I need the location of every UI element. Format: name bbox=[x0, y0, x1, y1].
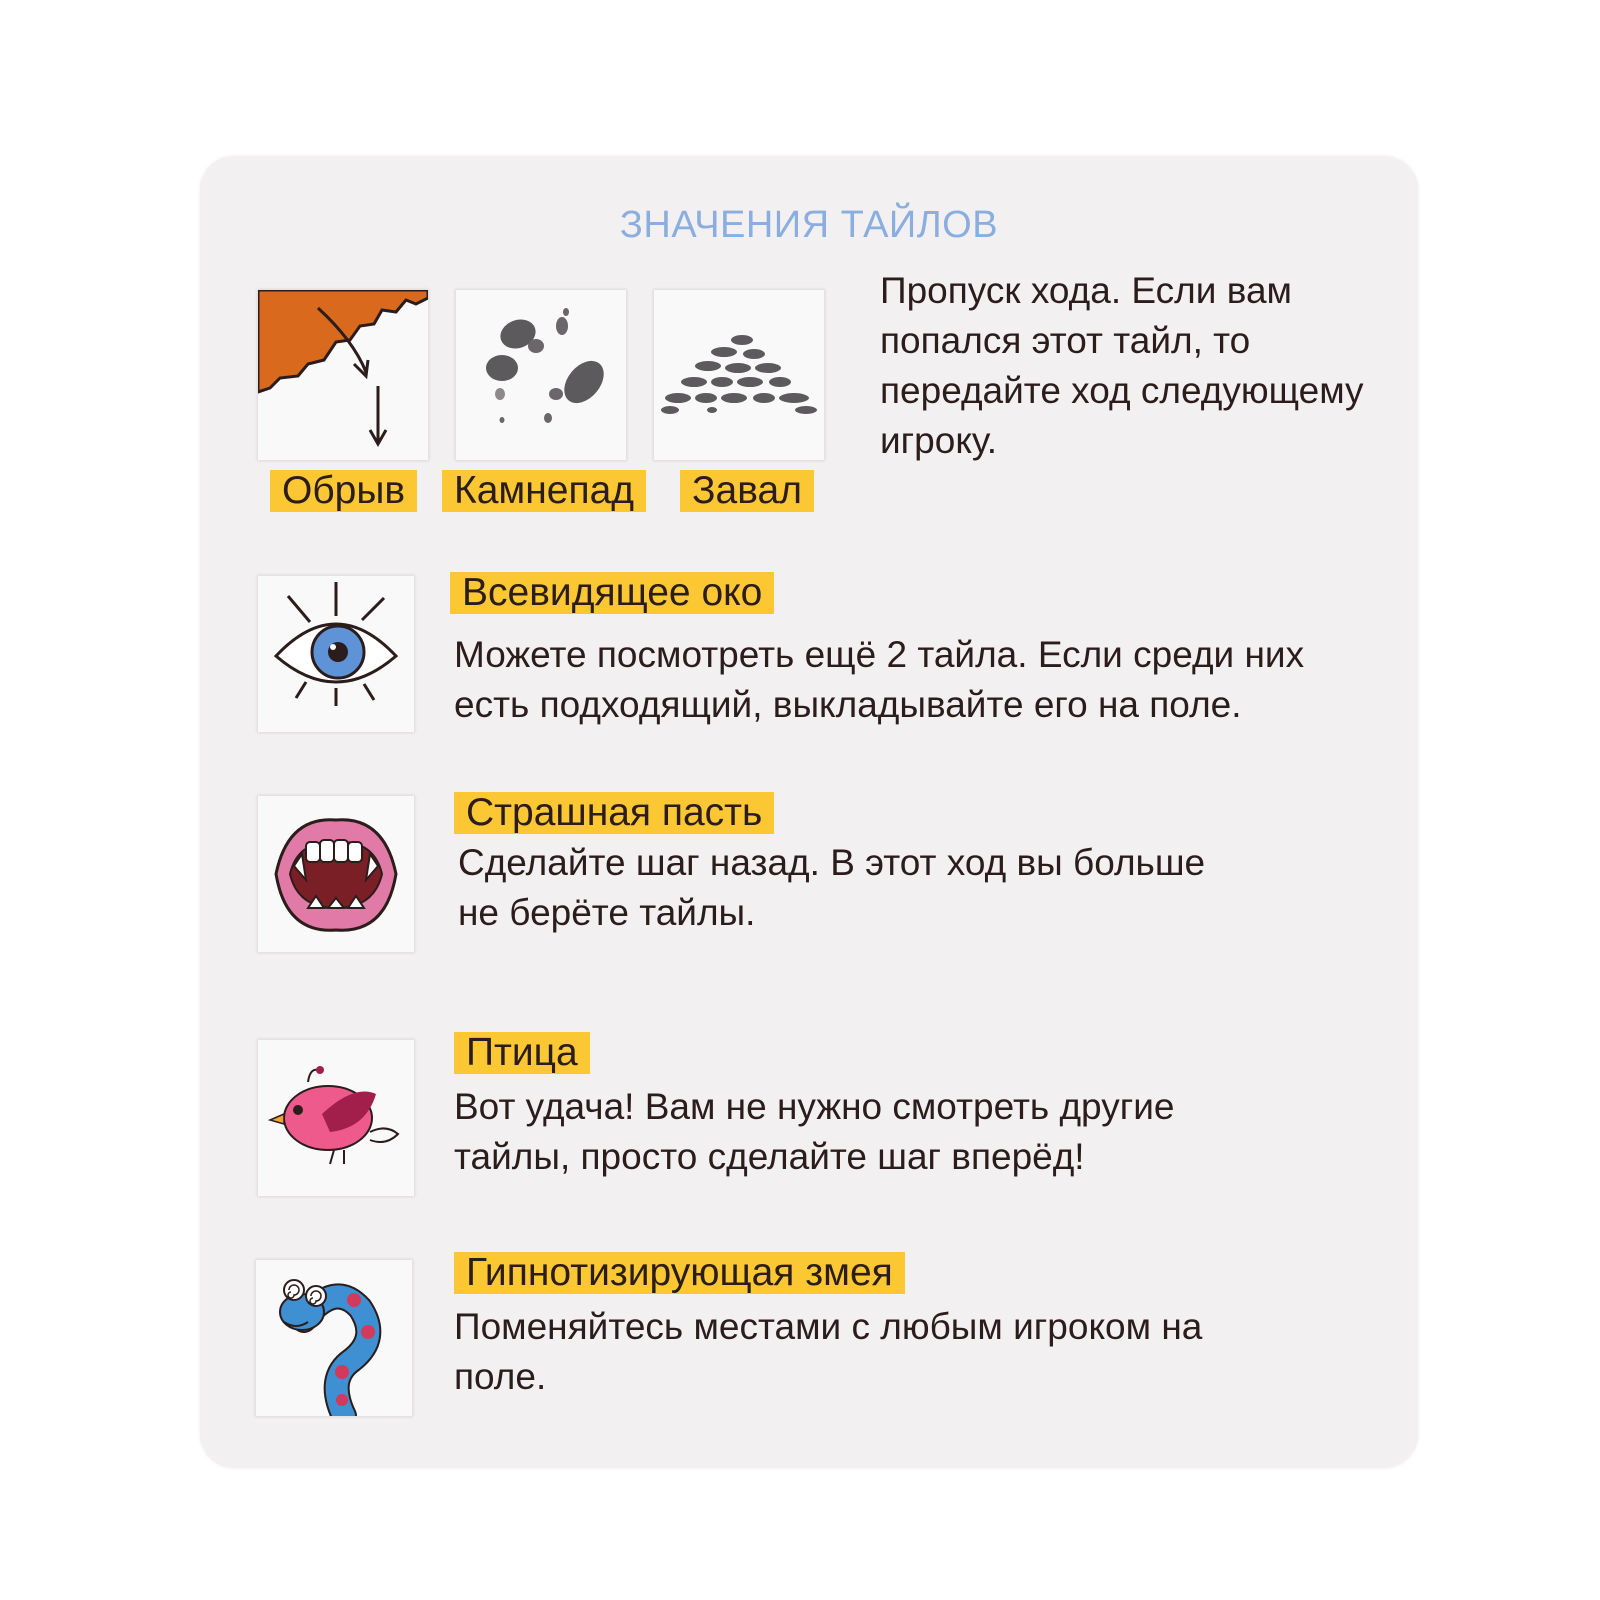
bird-icon bbox=[258, 1040, 414, 1196]
eye-tile bbox=[258, 576, 414, 732]
label-eye: Всевидящее око bbox=[450, 572, 774, 614]
rockfall-icon bbox=[456, 290, 626, 460]
snake-description: Поменяйтесь местами с любым игроком на поле. bbox=[454, 1306, 1203, 1397]
label-mouth: Страшная пасть bbox=[454, 792, 774, 834]
cliff-icon bbox=[258, 290, 428, 460]
label-snake: Гипнотизирующая змея bbox=[454, 1252, 905, 1294]
label-cliff: Обрыв bbox=[270, 470, 417, 512]
skip-description: Пропуск хода. Если вам попался этот тайл, то передайте ход следующему игроку. bbox=[880, 270, 1364, 461]
label-rubble: Завал bbox=[680, 470, 814, 512]
bird-description: Вот удача! Вам не нужно смотреть другие тайлы, просто сделайте шаг вперёд! bbox=[454, 1086, 1175, 1177]
rockfall-tile bbox=[456, 290, 626, 460]
bird-tile bbox=[258, 1040, 414, 1196]
label-rockfall: Камнепад bbox=[442, 470, 646, 512]
label-bird: Птица bbox=[454, 1032, 590, 1074]
mouth-icon bbox=[258, 796, 414, 952]
eye-description: Можете посмотреть ещё 2 тайла. Если среди них есть подходящий, выкладывайте его на поле. bbox=[454, 634, 1305, 725]
snake-tile bbox=[256, 1260, 412, 1416]
rules-card bbox=[200, 156, 1418, 1468]
mouth-description: Сделайте шаг назад. В этот ход вы больше не берёте тайлы. bbox=[458, 842, 1206, 933]
eye-icon bbox=[258, 576, 414, 732]
cliff-tile bbox=[258, 290, 428, 460]
mouth-tile bbox=[258, 796, 414, 952]
card-title: ЗНАЧЕНИЯ ТАЙЛОВ bbox=[619, 204, 999, 246]
rubble-icon bbox=[654, 290, 824, 460]
snake-icon bbox=[256, 1260, 412, 1416]
rubble-tile bbox=[654, 290, 824, 460]
